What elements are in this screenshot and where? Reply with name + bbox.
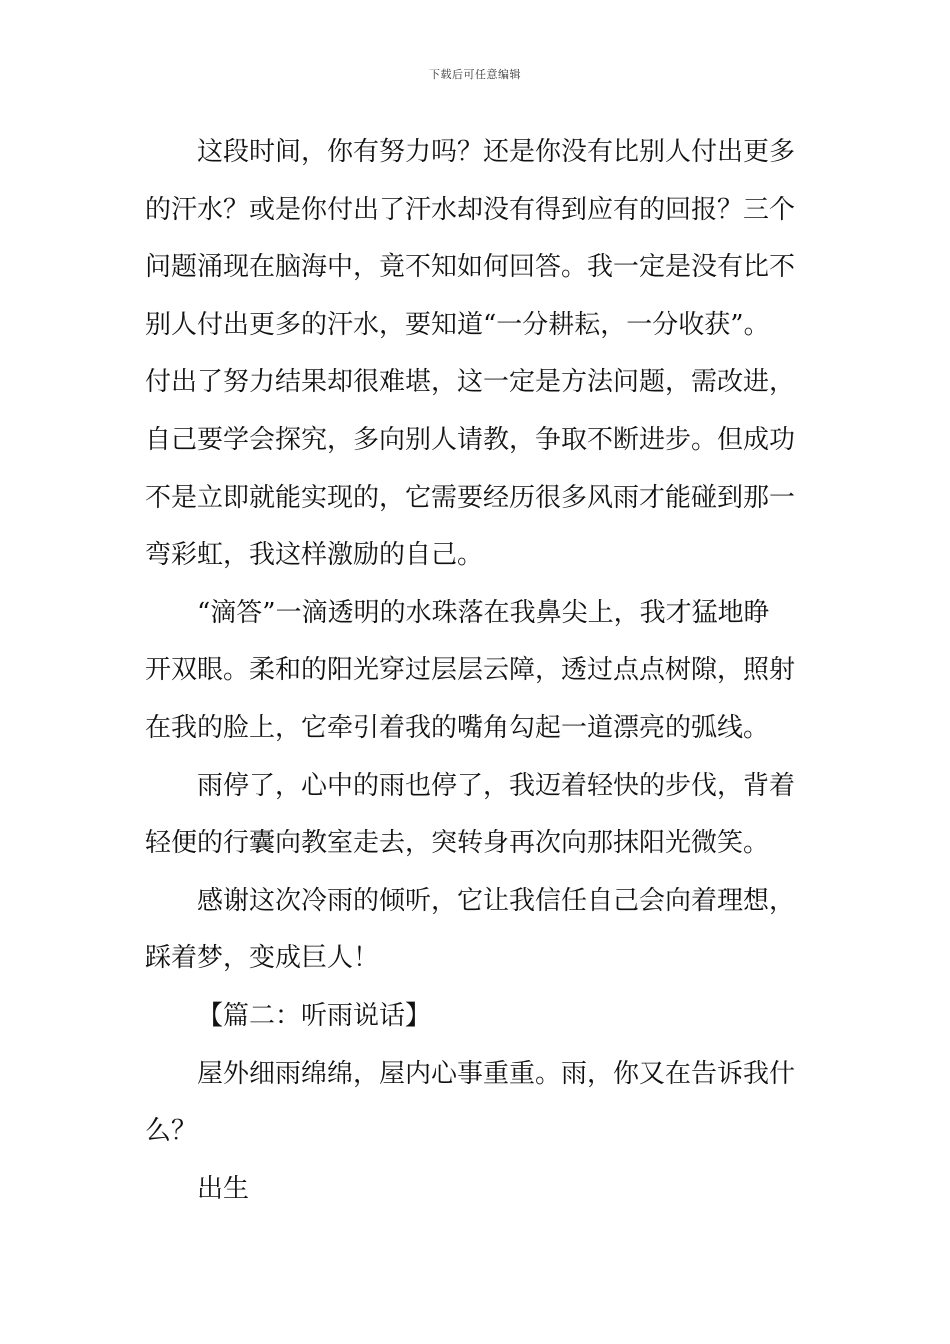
text-line-18: 么？ <box>145 1116 198 1147</box>
text-line-4: 别人付出更多的汗水，要知道“一分耕耘，一分收获”。 <box>145 309 770 340</box>
text-line-3: 问题涌现在脑海中，竟不知如何回答。我一定是没有比不 <box>145 252 796 283</box>
text-line-8: 弯彩虹，我这样激励的自己。 <box>145 540 484 571</box>
text-line-6: 自己要学会探究，多向别人请教，争取不断进步。但成功 <box>145 424 796 455</box>
text-line-11: 在我的脸上，它牵引着我的嘴角勾起一道漂亮的弧线。 <box>145 712 770 743</box>
section-heading: 【篇二：听雨说话】 <box>197 1000 432 1031</box>
text-line-13: 轻便的行囊向教室走去，突转身再次向那抹阳光微笑。 <box>145 828 770 859</box>
document-body <box>145 124 807 1218</box>
text-line-9: “滴答”一滴透明的水珠落在我鼻尖上，我才猛地睁 <box>197 597 770 628</box>
text-line-10: 开双眼。柔和的阳光穿过层层云障，透过点点树隙，照射 <box>145 655 796 686</box>
text-line-2: 的汗水？或是你付出了汗水却没有得到应有的回报？三个 <box>145 194 796 225</box>
text-line-1: 这段时间，你有努力吗？还是你没有比别人付出更多 <box>197 137 796 167</box>
text-line-17: 屋外细雨绵绵，屋内心事重重。雨，你又在告诉我什 <box>197 1058 796 1089</box>
text-line-12: 雨停了，心中的雨也停了，我迈着轻快的步伐，背着 <box>197 770 796 801</box>
text-line-19: 出生 <box>197 1173 250 1204</box>
text-line-7: 不是立即就能实现的，它需要经历很多风雨才能碰到那一 <box>145 482 796 513</box>
page-header: 下载后可任意编辑 <box>429 68 521 81</box>
text-line-14: 感谢这次冷雨的倾听，它让我信任自己会向着理想， <box>197 885 796 916</box>
text-line-15: 踩着梦，变成巨人！ <box>145 943 380 974</box>
text-line-5: 付出了努力结果却很难堪，这一定是方法问题，需改进， <box>145 367 796 398</box>
